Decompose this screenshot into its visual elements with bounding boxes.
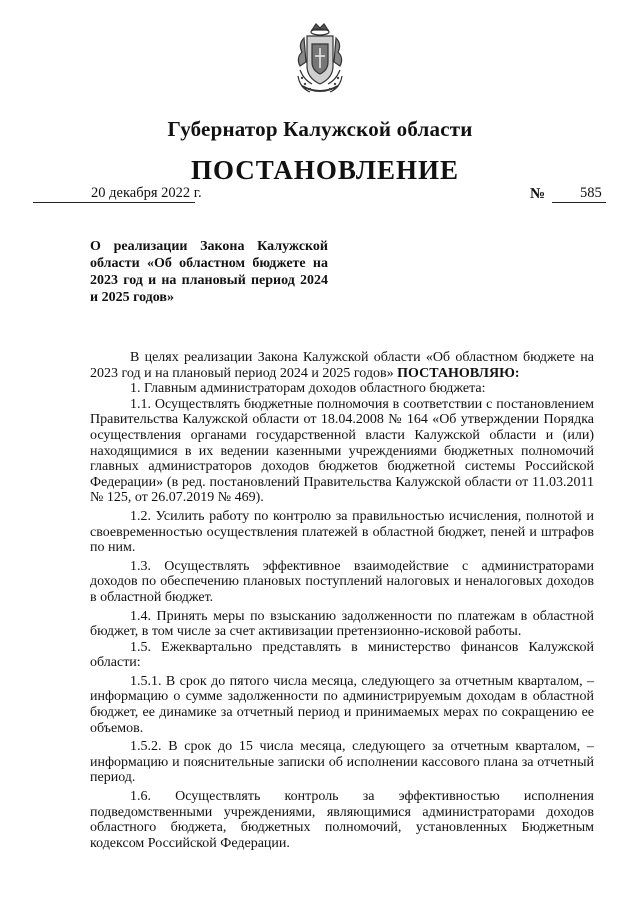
paragraph-1: 1. Главным администраторам доходов областного бюджета: [130,381,486,397]
paragraph-1-5-1: 1.5.1. В срок до пятого числа месяца, следующего за отчетным кварталом, – информацию о сумме задолженности по администрируемым доходам в областной бюджет, ее динамике за отчетный период и принимаемых мерах по сокращению ее объемов. [90,673,594,736]
paragraph-1-1: 1.1. Осуществлять бюджетные полномочия в соответствии с постановлением Правительства Калужской области от 18.04.2008 № 164 «Об утверждении Порядка осуществления органами государственной власти Калужской области и (или) находящимися в их ведении казенными учреждениями бюджетных полномочий главных администраторов доходов бюджетов бюджетной системы Российской Федерации» (в ред. постановлений Правительства Калужской области от 11.03.2011 № 125, от 26.07.2019 № 469). [90,396,594,506]
number-label: № [530,186,546,202]
date-underline [33,202,195,203]
document-number: 585 [580,185,602,201]
paragraph-1-5: 1.5. Ежеквартально представлять в министерство финансов Калужской области: [90,639,594,671]
resolve-keyword: ПОСТАНОВЛЯЮ: [397,365,520,381]
document-body [90,350,594,851]
number-underline [552,202,606,203]
paragraph-intro [90,350,594,381]
paragraph-1-6: 1.6. Осуществлять контроль за эффективностью исполнения подведомственными учреждениями, являющимися администраторами доходов областного бюджета, бюджетных полномочий, установленных Бюджетным кодексом Российской Федерации. [90,789,594,851]
coat-of-arms-emblem [290,22,350,100]
paragraph-1-5-2: 1.5.2. В срок до 15 числа месяца, следующего за отчетным кварталом, – информацию и пояснительные записки об исполнении кассового плана за отчетный период. [90,739,594,786]
document-type-title: ПОСТАНОВЛЕНИЕ [190,155,460,185]
paragraph-1-2: 1.2. Усилить работу по контролю за правильностью исчисления, полнотой и своевременностью осуществления платежей в областной бюджет, пеней и штрафов по ним. [90,508,594,556]
issuing-authority: Губернатор Калужской области [167,117,473,141]
document-subject: О реализации Закона Калужской области «Об областном бюджете на 2023 год и на плановый период 2024 и 2025 годов» [90,239,328,305]
intro-text: В целях реализации Закона Калужской области «Об областном бюджете на 2023 год и на плановый период 2024 и 2025 годов» [90,350,594,381]
paragraph-1-3: 1.3. Осуществлять эффективное взаимодействие с администраторами доходов по обеспечению плановых поступлений налоговых и неналоговых доходов в областной бюджет. [90,558,594,605]
document-date: 20 декабря 2022 г. [91,185,202,201]
paragraph-1-4: 1.4. Принять меры по взысканию задолженности по платежам в областной бюджет, в том числе за счет активизации претензионно-исковой работы. [90,608,594,640]
coat-of-arms-icon [290,22,350,100]
